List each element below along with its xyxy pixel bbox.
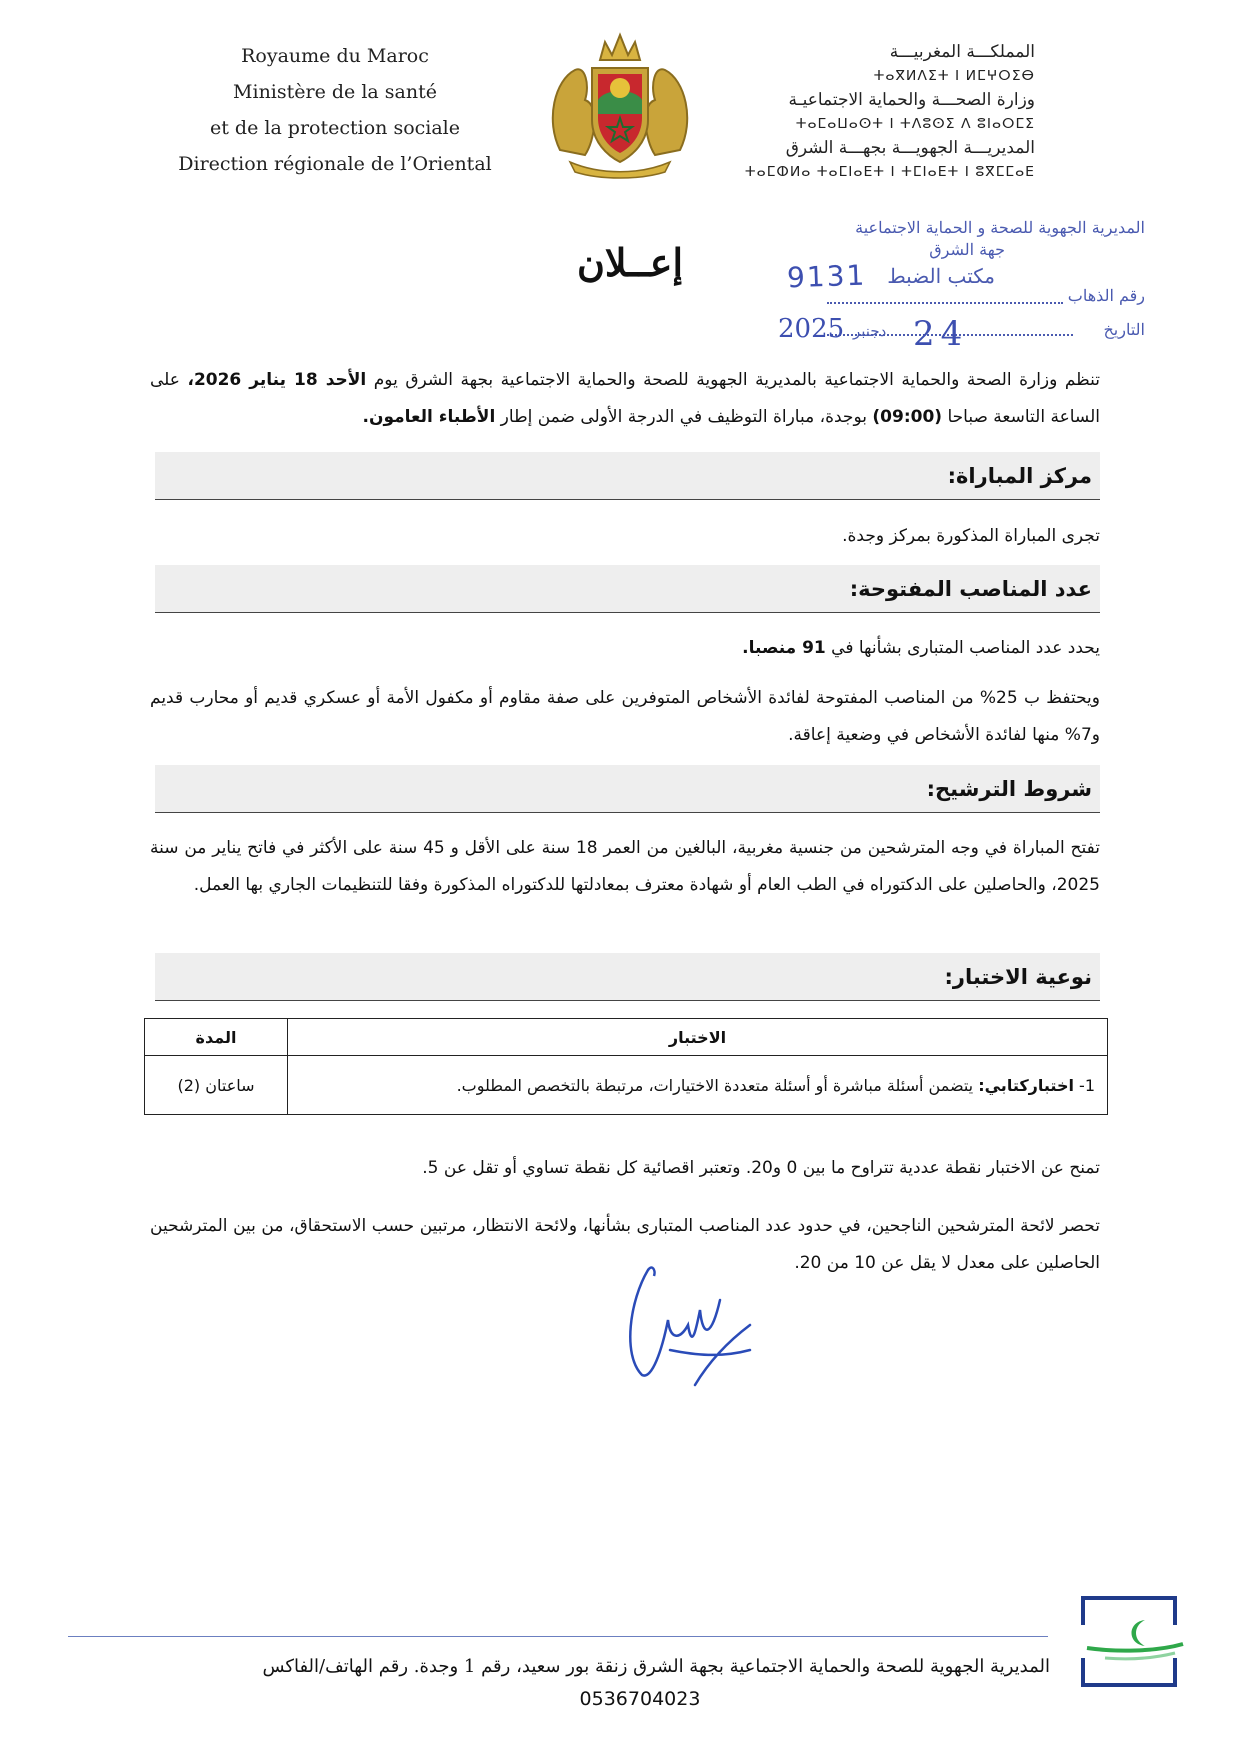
stamp-ref-number: 9131 [786, 258, 867, 295]
section-conditions-title: شروط الترشيح: [926, 777, 1092, 801]
intro-text-1: تنظم وزارة الصحة والحماية الاجتماعية بالمديرية الجهوية للصحة والحماية الاجتماعية بجهة الشرق يوم [366, 370, 1100, 390]
posts-count [150, 630, 1100, 667]
exam-test-name: اختباركتابي: [978, 1075, 1074, 1095]
kingdom-ar: المملكـــة المغربيـــة [889, 42, 1035, 62]
exam-col-duration: المدة [145, 1019, 288, 1056]
footer-phone: 0536704023 [579, 1688, 701, 1710]
ministry-fr-2: et de la protection sociale [210, 117, 460, 139]
intro-time: (09:00) [872, 407, 943, 427]
header-arabic [735, 40, 1035, 184]
intro-grade: الأطباء العامون. [362, 407, 496, 427]
ministry-ar: وزارة الصحـــة والحماية الاجتماعيـة [788, 90, 1035, 110]
kingdom-tifinagh: ⵜⴰⴳⵍⴷⵉⵜ ⵏ ⵍⵎⵖⵔⵉⴱ [873, 68, 1035, 84]
footer-divider [68, 1636, 1048, 1637]
ranking-text: تحصر لائحة المترشحين الناجحين، في حدود عدد المناصب المتبارى بشأنها، ولائحة الانتظار، مرتبين حسب الاستحقاق، من بين المترشحين الحاصلين على معدل لا يقل عن 10 من 20. [150, 1216, 1100, 1273]
exam-col-test: الاختبار [288, 1019, 1108, 1056]
section-exam-title: نوعية الاختبار: [944, 965, 1092, 989]
stamp-office: مكتب الضبط [887, 264, 995, 288]
table-row [145, 1056, 1108, 1115]
ministry-fr-1: Ministère de la santé [233, 81, 437, 103]
exam-test-desc: يتضمن أسئلة مباشرة أو أسئلة متعددة الاختيارات، مرتبطة بالتخصص المطلوب. [456, 1075, 979, 1095]
intro-date: الأحد 18 يناير 2026، [187, 370, 367, 390]
exam-table-header-row [145, 1019, 1108, 1056]
conditions-text: تفتح المباراة في وجه المترشحين من جنسية مغربية، البالغين من العمر 18 سنة على الأقل و 45 سنة على الأكثر في فاتح يناير من سنة 2025، والحاصلين على الدكتوراه في الطب العام أو شهادة معترف بمعادلتها للدكتوراه المذكورة وفقا للتنظيمات الجاري بها العمل. [150, 838, 1100, 895]
stamp-year: 2025 [778, 314, 845, 344]
intro-paragraph [150, 362, 1100, 436]
reception-stamp [765, 218, 1145, 358]
posts-count-text: يحدد عدد المناصب المتبارى بشأنها في [825, 638, 1100, 658]
center-text: تجرى المباراة المذكورة بمركز وجدة. [842, 526, 1100, 546]
stamp-day: 24 [913, 314, 969, 354]
stamp-ref-dots [827, 302, 1063, 304]
ministry-logo-icon [1075, 1590, 1185, 1690]
footer-address: المديرية الجهوية للصحة والحماية الاجتماعية بجهة الشرق زنقة بور سعيد، رقم 1 وجدة. رقم الهاتف/الفاكس [262, 1656, 1050, 1677]
exam-table [144, 1018, 1108, 1115]
posts-count-number: 91 منصبا. [742, 638, 826, 658]
coat-of-arms-icon [540, 30, 700, 180]
section-posts-header [155, 565, 1100, 613]
section-center-title: مركز المباراة: [947, 464, 1092, 488]
exam-test-cell [288, 1056, 1108, 1115]
header-french [150, 38, 520, 182]
posts-reserved: ويحتفظ ب 25% من المناصب المفتوحة لفائدة الأشخاص المتوفرين على صفة مقاوم أو مكفول الأمة أو عسكري قديم أو محارب قديم و7% منها لفائدة الأشخاص في وضعية إعاقة. [150, 688, 1100, 745]
kingdom-fr: Royaume du Maroc [241, 45, 429, 67]
stamp-month: دجنبر [853, 322, 887, 340]
section-conditions-header [155, 765, 1100, 813]
direction-ar: المديريـــة الجهويـــة بجهـــة الشرق [785, 138, 1035, 158]
signature-icon [600, 1240, 770, 1390]
intro-text-3: بوجدة، مباراة التوظيف في الدرجة الأولى ضمن إطار [495, 407, 873, 427]
stamp-region: جهة الشرق [929, 240, 1005, 259]
stamp-ref-label: رقم الذهاب [1067, 286, 1145, 305]
exam-duration-cell: ساعتان (2) [145, 1056, 288, 1115]
stamp-direction: المديرية الجهوية للصحة و الحماية الاجتماعية [855, 218, 1145, 237]
section-posts-title: عدد المناصب المفتوحة: [849, 577, 1092, 601]
stamp-date-label: التاريخ [1103, 320, 1145, 339]
direction-fr: Direction régionale de l’Oriental [178, 153, 492, 175]
grading-text: تمنح عن الاختبار نقطة عددية تتراوح ما بين 0 و20. وتعتبر اقصائية كل نقطة تساوي أو تقل عن 5. [422, 1158, 1100, 1178]
section-exam-header [155, 953, 1100, 1001]
section-center-header [155, 452, 1100, 500]
intro-text-2: على الساعة التاسعة صباحا [150, 370, 1100, 427]
direction-tifinagh: ⵜⴰⵎⵀⵍⴰ ⵜⴰⵎⵏⴰⴹⵜ ⵏ ⵜⵎⵏⴰⴹⵜ ⵏ ⵓⴳⵎⵎⴰⴹ [744, 164, 1035, 180]
page-title: إعــلان [576, 240, 684, 285]
exam-test-number: 1- [1073, 1075, 1095, 1095]
ministry-tifinagh: ⵜⴰⵎⴰⵡⴰⵙⵜ ⵏ ⵜⴷⵓⵙⵉ ⴷ ⵓⵏⴰⵔⵎⵉ [795, 116, 1035, 132]
